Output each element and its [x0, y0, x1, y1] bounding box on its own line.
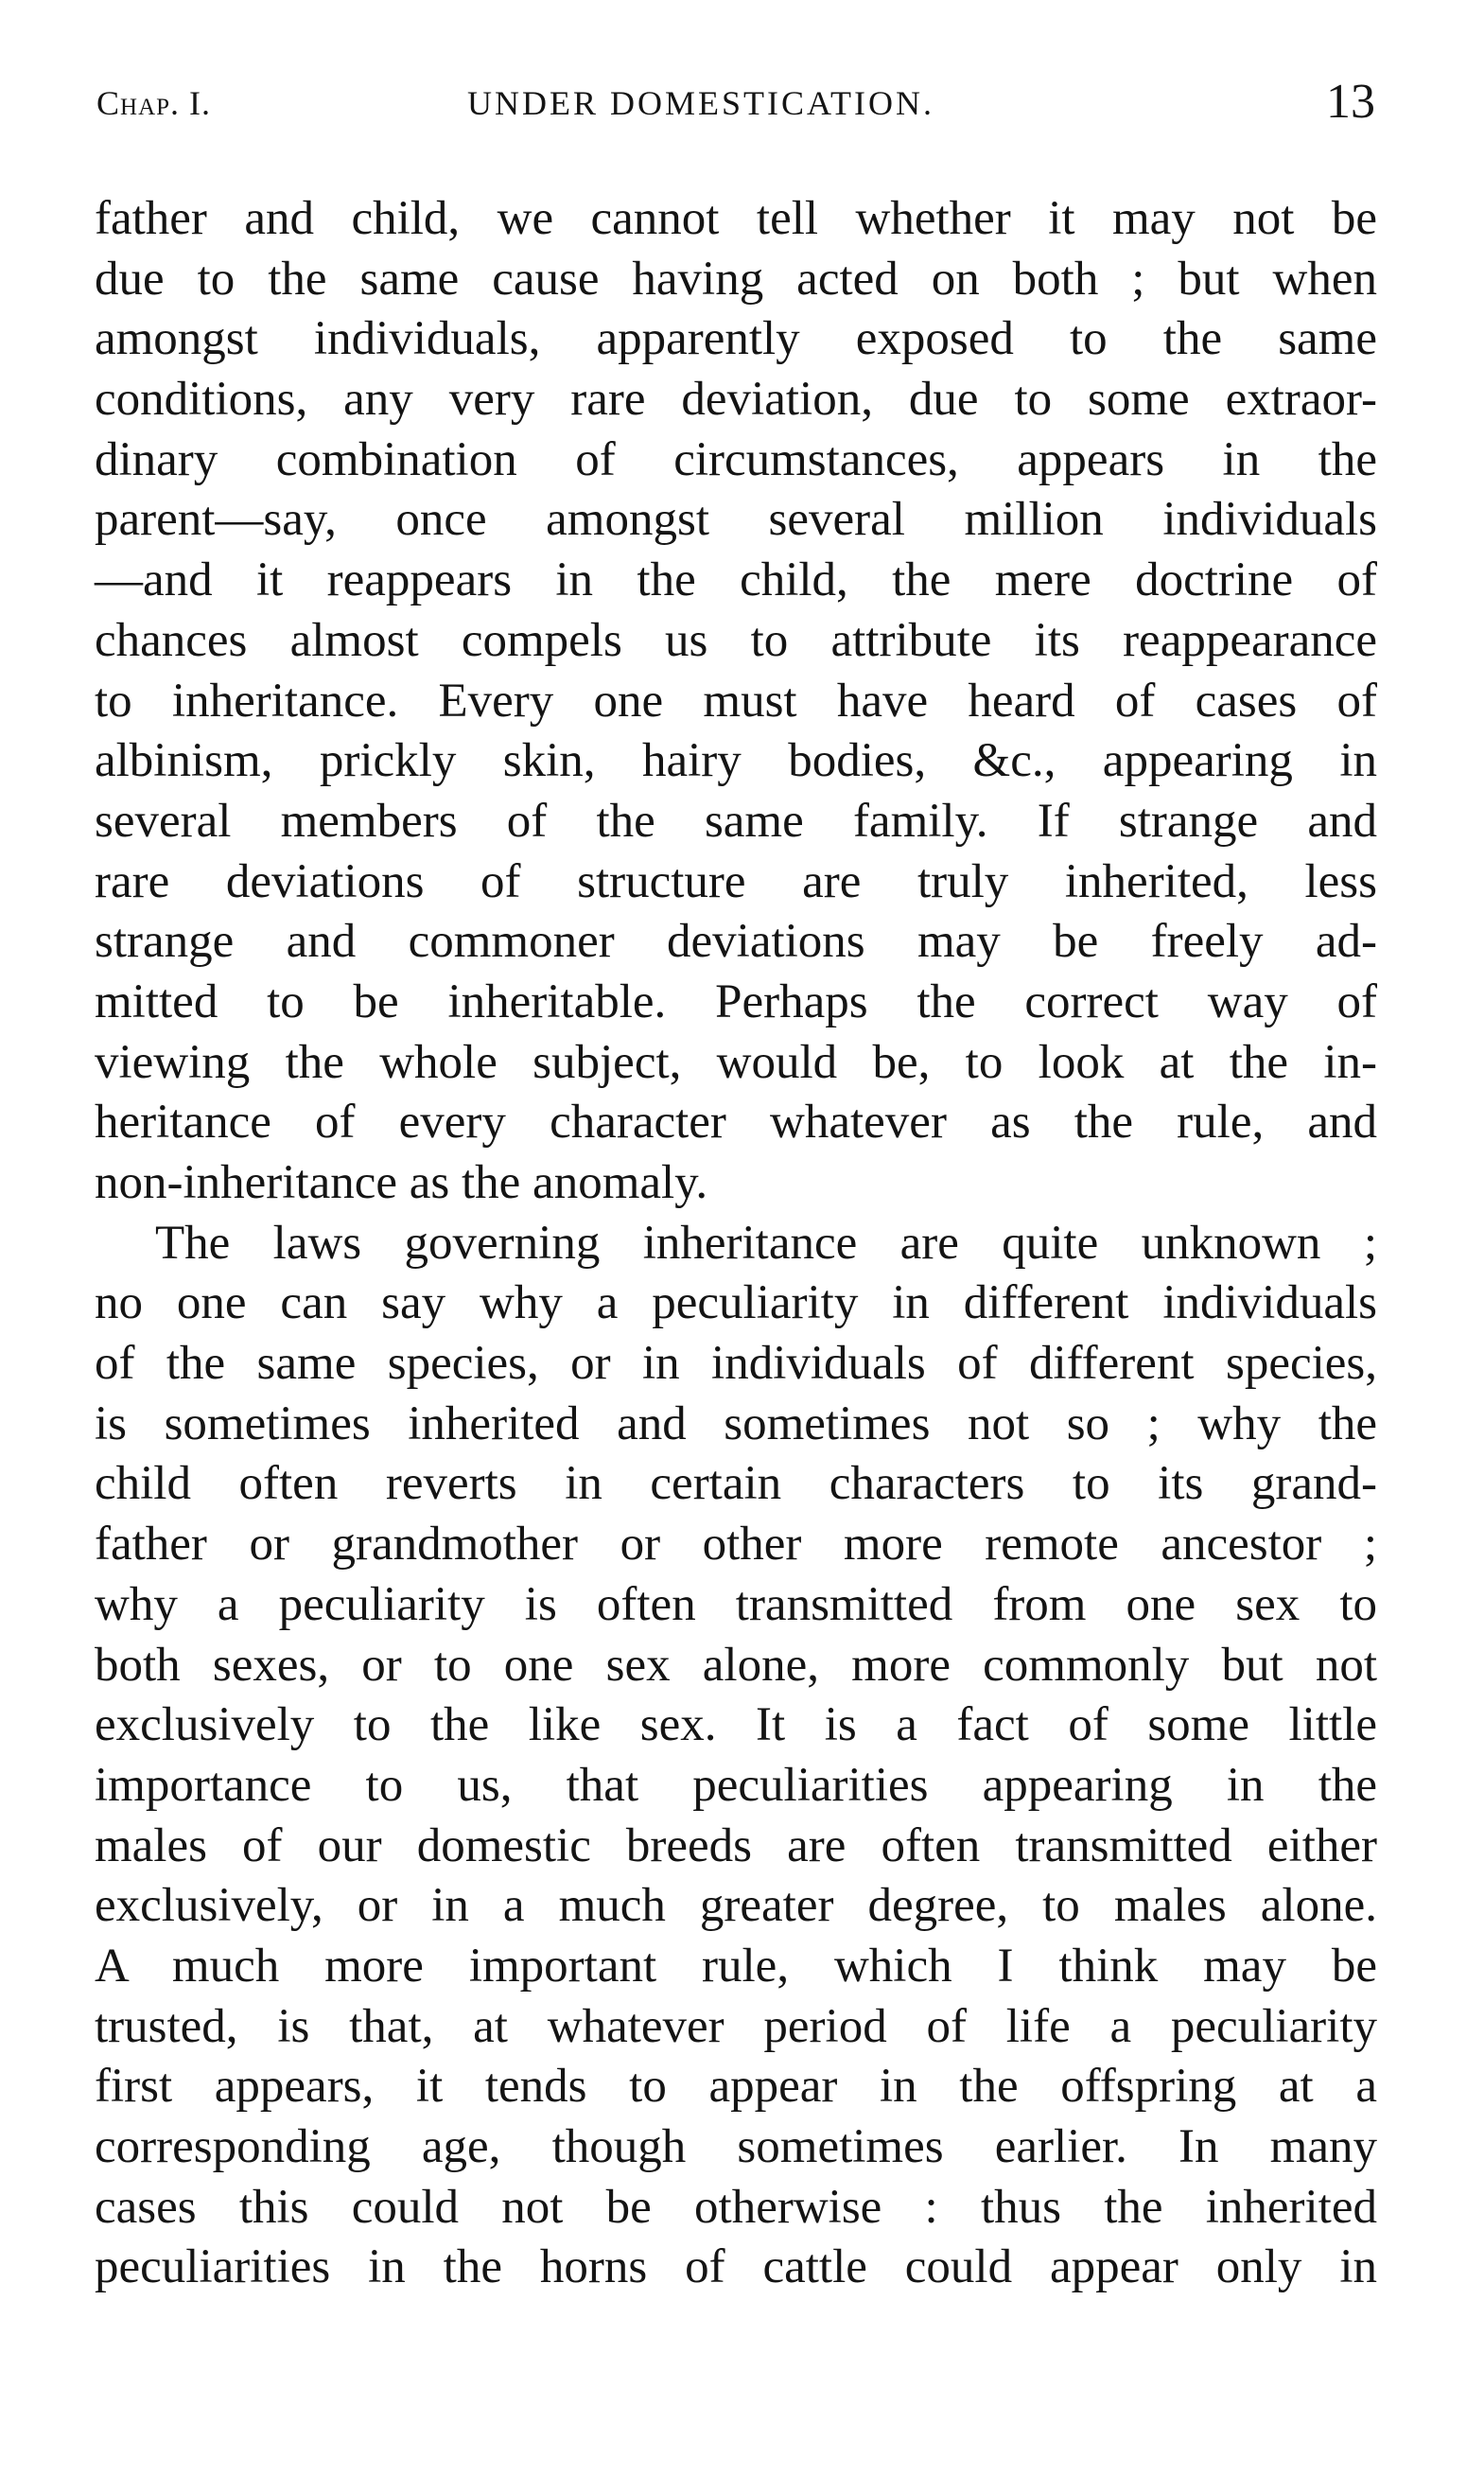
- text-line: males of our domestic breeds are often transmitted either: [95, 1818, 1377, 1872]
- text-line: first appears, it tends to appear in the offspring at a: [95, 2060, 1377, 2114]
- paragraph-2: [95, 1214, 1377, 2298]
- text-line: several members of the same family. If strange and: [95, 794, 1377, 848]
- chapter-label: Chap. I.: [96, 84, 212, 122]
- text-line: father and child, we cannot tell whether it may not be: [95, 192, 1377, 245]
- text-line: —and it reappears in the child, the mere doctrine of: [95, 553, 1377, 607]
- text-line: rare deviations of structure are truly inherited, less: [95, 854, 1377, 908]
- text-line: child often reverts in certain characters to its grand-: [95, 1457, 1377, 1511]
- text-line: dinary combination of circumstances, appears in the: [95, 432, 1377, 486]
- text-line: is sometimes inherited and sometimes not so ; why the: [95, 1396, 1377, 1450]
- paragraph-1: [95, 189, 1377, 1214]
- text-line: importance to us, that peculiarities appearing in the: [95, 1758, 1377, 1812]
- text-line: peculiarities in the horns of cattle could appear only in: [95, 2240, 1377, 2294]
- text-line: both sexes, or to one sex alone, more commonly but not: [95, 1638, 1377, 1692]
- text-line: father or grandmother or other more remote ancestor ;: [95, 1518, 1377, 1572]
- text-line: to inheritance. Every one must have heard of cases of: [95, 674, 1377, 728]
- text-line: albinism, prickly skin, hairy bodies, &c., appearing in: [95, 734, 1377, 788]
- text-line: conditions, any very rare deviation, due to some extraor-: [95, 373, 1377, 427]
- text-line: of the same species, or in individuals of different species,: [95, 1337, 1377, 1391]
- text-line: The laws governing inheritance are quite unknown ;: [155, 1216, 1377, 1270]
- text-line: trusted, is that, at whatever period of life a peculiarity: [95, 1999, 1377, 2053]
- body-text: [95, 189, 1377, 2298]
- text-line: parent—say, once amongst several million individuals: [95, 493, 1377, 547]
- text-line: chances almost compels us to attribute its reappearance: [95, 613, 1377, 667]
- text-line: corresponding age, though sometimes earlier. In many: [95, 2120, 1377, 2173]
- text-line: amongst individuals, apparently exposed to the same: [95, 312, 1377, 366]
- text-line: due to the same cause having acted on both ; but when: [95, 252, 1377, 306]
- text-line: exclusively to the like sex. It is a fact of some little: [95, 1698, 1377, 1752]
- text-line: heritance of every character whatever as the rule, and: [95, 1096, 1377, 1150]
- text-line: no one can say why a peculiarity in different individuals: [95, 1276, 1377, 1330]
- page-number: 13: [1326, 75, 1375, 129]
- text-line: non-inheritance as the anomaly.: [95, 1156, 708, 1209]
- text-line: why a peculiarity is often transmitted from one sex to: [95, 1577, 1377, 1631]
- running-title: UNDER DOMESTICATION.: [467, 84, 934, 122]
- text-line: exclusively, or in a much greater degree, to males alone.: [95, 1879, 1377, 1933]
- text-line: A much more important rule, which I think may be: [95, 1939, 1377, 1993]
- text-line: strange and commoner deviations may be freely ad-: [95, 915, 1377, 969]
- text-line: viewing the whole subject, would be, to look at the in-: [95, 1035, 1377, 1089]
- running-header: [96, 74, 1375, 140]
- text-line: mitted to be inheritable. Perhaps the correct way of: [95, 975, 1377, 1028]
- text-line: cases this could not be otherwise : thus the inherited: [95, 2180, 1377, 2234]
